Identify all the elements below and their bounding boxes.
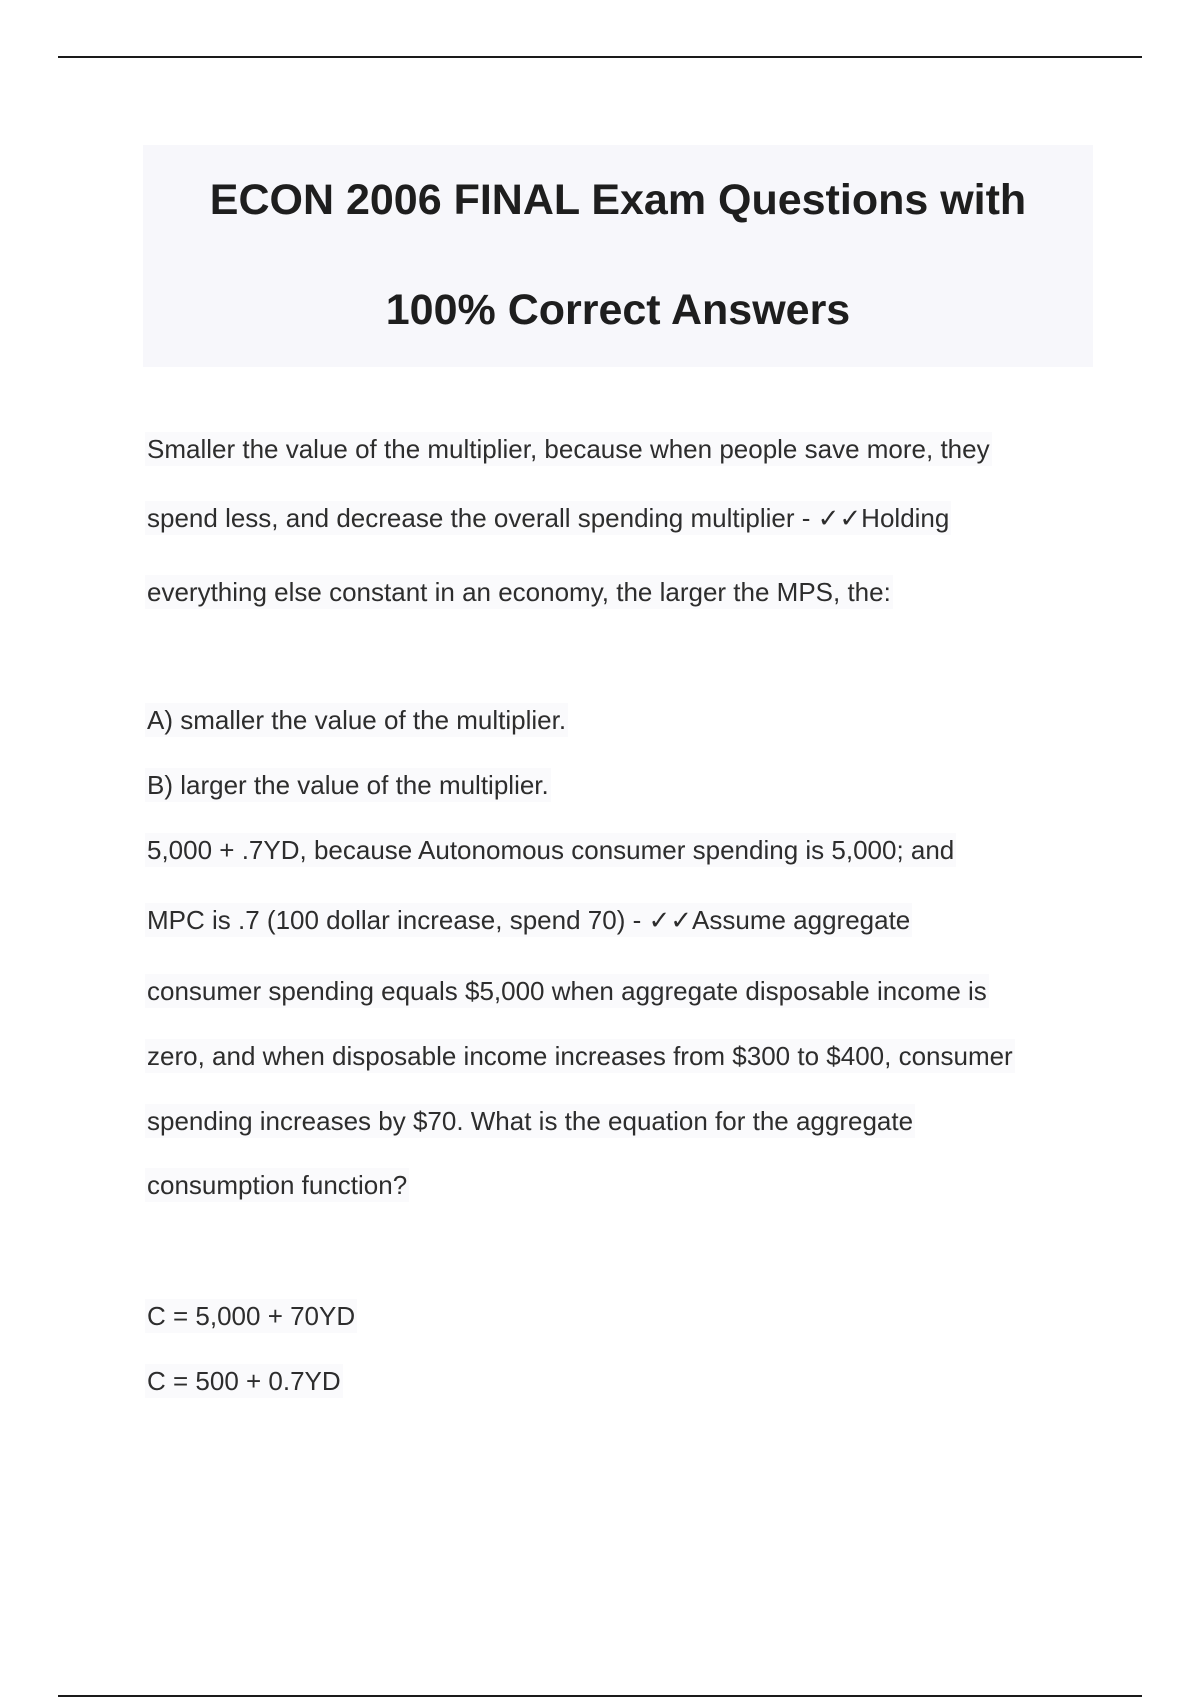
document-title <box>143 145 1093 367</box>
body-line: everything else constant in an economy, the larger the MPS, the: <box>147 577 891 607</box>
answer-option: C = 500 + 0.7YD <box>147 1366 341 1396</box>
body-line: spend less, and decrease the overall spending multiplier - ✓✓Holding <box>147 503 950 533</box>
body-line: consumer spending equals $5,000 when aggregate disposable income is <box>147 976 987 1006</box>
body-line: spending increases by $70. What is the equation for the aggregate <box>147 1106 914 1136</box>
body-line: consumption function? <box>147 1170 408 1200</box>
title-line-2: 100% Correct Answers <box>385 286 851 334</box>
body-line: 5,000 + .7YD, because Autonomous consumer spending is 5,000; and <box>147 835 955 865</box>
answer-option: A) smaller the value of the multiplier. <box>147 705 567 735</box>
title-line-1: ECON 2006 FINAL Exam Questions with <box>209 176 1027 224</box>
top-rule <box>58 56 1142 58</box>
answer-option: C = 5,000 + 70YD <box>147 1301 356 1331</box>
body-line: zero, and when disposable income increases from $300 to $400, consumer <box>147 1041 1013 1071</box>
answer-option: B) larger the value of the multiplier. <box>147 770 549 800</box>
body-line: Smaller the value of the multiplier, because when people save more, they <box>147 434 990 464</box>
bottom-rule <box>58 1695 1142 1697</box>
body-line: MPC is .7 (100 dollar increase, spend 70) - ✓✓Assume aggregate <box>147 905 911 935</box>
